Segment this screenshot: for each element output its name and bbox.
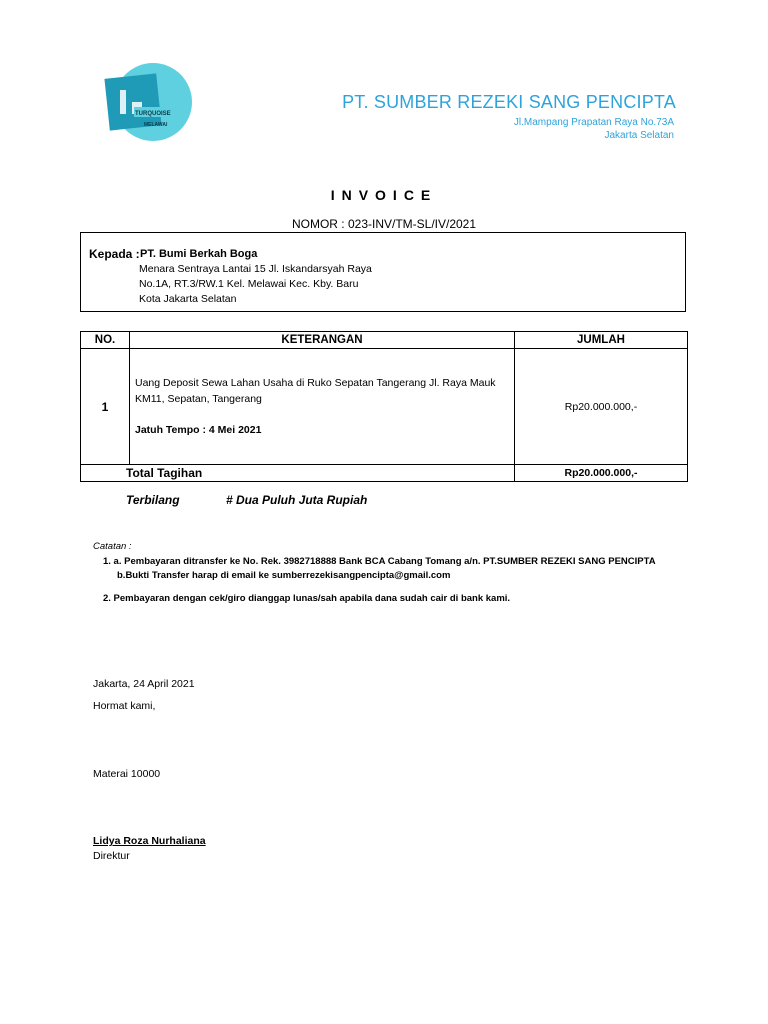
terbilang-value: # Dua Puluh Juta Rupiah [226,493,368,507]
table-row [81,349,688,465]
header-keterangan: KETERANGAN [130,332,515,349]
signature-closing: Hormat kami, [93,700,156,712]
notes-label: Catatan : [93,541,132,552]
total-label: Total Tagihan [81,465,515,482]
table-header-row [81,332,688,349]
signer-name: Lidya Roza Nurhaliana [93,835,206,847]
svg-text:MELAWAI: MELAWAI [144,122,168,128]
row-number: 1 [81,349,130,465]
signer-position: Direktur [93,850,130,862]
row-description: Uang Deposit Sewa Lahan Usaha di Ruko Sepatan Tangerang Jl. Raya Mauk KM11, Sepatan, Tangerang [135,377,496,405]
row-description-cell [130,349,515,465]
invoice-number: NOMOR : 023-INV/TM-SL/IV/2021 [291,217,477,231]
total-row [81,465,688,482]
note-item: 2. Pembayaran dengan cek/giro dianggap lunas/sah apabila dana sudah cair di bank kami. [103,593,511,604]
note-item: b.Bukti Transfer harap di email ke sumberrezekisangpencipta@gmail.com [117,570,451,581]
stamp-placeholder: Materai 10000 [93,768,161,780]
recipient-address-line: Kota Jakarta Selatan [139,293,237,305]
row-due-date: Jatuh Tempo : 4 Mei 2021 [135,424,262,436]
terbilang-label: Terbilang [126,493,180,507]
recipient-name: PT. Bumi Berkah Boga [140,248,258,260]
company-name: PT. SUMBER REZEKI SANG PENCIPTA [342,92,676,112]
invoice-title: INVOICE [330,187,438,203]
company-address-line-2: Jakarta Selatan [604,130,674,141]
header-no: NO. [81,332,130,349]
recipient-label: Kepada : [89,247,140,261]
header-jumlah: JUMLAH [515,332,688,349]
row-amount: Rp20.000.000,- [515,349,688,465]
company-logo [104,60,194,144]
svg-text:TURQUOISE: TURQUOISE [135,111,171,117]
company-address [514,116,674,142]
note-item: 1. a. Pembayaran ditransfer ke No. Rek. 3982718888 Bank BCA Cabang Tomang a/n. PT.SUMBER REZEKI SANG PENCIPTA [103,556,656,567]
signature-date: Jakarta, 24 April 2021 [93,678,195,690]
recipient-address-line: No.1A, RT.3/RW.1 Kel. Melawai Kec. Kby. Baru [139,278,359,290]
invoice-table [80,331,688,482]
total-amount: Rp20.000.000,- [515,465,688,482]
company-address-line-1: Jl.Mampang Prapatan Raya No.73A [513,117,674,128]
recipient-address-line: Menara Sentraya Lantai 15 Jl. Iskandarsyah Raya [139,263,372,275]
